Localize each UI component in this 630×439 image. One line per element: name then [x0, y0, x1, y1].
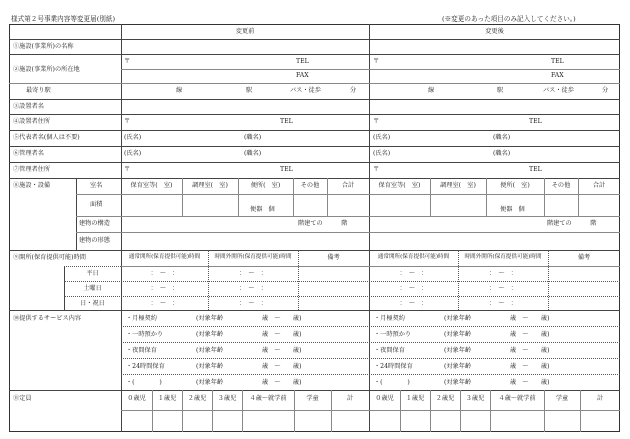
name-label: (氏名) — [124, 134, 142, 141]
regular-hours-header: 通常開所(保育提供可能)時間 — [128, 254, 201, 260]
equipment-form-label: 建物の形態 — [79, 237, 110, 244]
childcare-room-header: 保育室等( 室) — [130, 182, 173, 189]
label-nearest-station: 最寄り駅 — [26, 87, 51, 94]
tel-label: TEL — [280, 166, 293, 173]
service-name: ・( ) — [374, 379, 410, 386]
service-range: 歳 〜 歳) — [510, 363, 550, 370]
capacity-age4plus: ４歳〜就学前 — [498, 395, 536, 402]
postal-mark: 〒 — [373, 58, 380, 65]
minutes-label: 分 — [350, 87, 357, 94]
tel-label: TEL — [529, 118, 542, 125]
tel-label: TEL — [296, 58, 309, 65]
service-range: 歳 〜 歳) — [510, 379, 550, 386]
form-table — [9, 24, 620, 432]
title-label: (職名) — [244, 134, 262, 141]
service-name: ・24時間保育 — [126, 363, 165, 370]
postal-mark: 〒 — [373, 118, 380, 125]
capacity-age1: １歳児 — [157, 395, 177, 402]
time-slot: ： 〜 ： — [150, 270, 179, 277]
time-slot: ： 〜 ： — [489, 285, 517, 292]
label-facility-name: ①施設(事業所)の名称 — [13, 43, 74, 50]
name-label: (氏名) — [124, 150, 142, 157]
service-age: (対象年齢 — [196, 331, 224, 338]
kitchen-header: 調理室( 室) — [192, 182, 228, 189]
service-age: (対象年齢 — [196, 315, 224, 322]
time-slot: ： 〜 ： — [239, 300, 267, 307]
label-capacity: ⑪定員 — [13, 395, 32, 402]
time-slot: ： 〜 ： — [239, 285, 267, 292]
service-age: (対象年齢 — [196, 363, 224, 370]
capacity-age3: ３歳児 — [465, 395, 485, 402]
column-header-after: 変更後 — [485, 28, 504, 35]
service-age: (対象年齢 — [444, 379, 472, 386]
capacity-total: 計 — [346, 395, 354, 402]
label-manager-address: ⑦管理者住所 — [13, 166, 51, 173]
time-slot: ： 〜 ： — [489, 270, 517, 277]
label-founder-address: ④設置者住所 — [13, 118, 51, 125]
service-name: ・一時預かり — [374, 331, 412, 338]
tel-label: TEL — [551, 58, 564, 65]
capacity-age0: ０歳児 — [127, 395, 146, 402]
floors-label: 階建ての 階 — [298, 220, 348, 227]
holiday-label: 日・祝日 — [80, 300, 105, 307]
service-age: (対象年齢 — [196, 379, 224, 386]
childcare-room-header: 保育室等( 室) — [378, 182, 421, 189]
capacity-school: 学童 — [555, 395, 569, 402]
title-label: (職名) — [493, 150, 511, 157]
column-header-before: 変更前 — [235, 28, 255, 35]
label-founder-name: ③設置者名 — [13, 103, 44, 110]
capacity-total: 計 — [596, 395, 604, 402]
tel-label: TEL — [280, 118, 293, 125]
postal-mark: 〒 — [124, 166, 131, 173]
bus-walk-label: バス・徒歩 — [543, 87, 574, 94]
capacity-age4plus: ４歳〜就学前 — [249, 395, 287, 402]
fax-label: FAX — [551, 72, 564, 79]
capacity-age2: ２歳児 — [187, 395, 207, 402]
toilet-header: 便所( 室) — [250, 182, 281, 189]
form-note: (※変更のあった項目のみ記入してください。) — [442, 15, 576, 23]
postal-mark: 〒 — [124, 58, 131, 65]
service-range: 歳 〜 歳) — [510, 315, 550, 322]
label-facility-equipment: ⑧施設・設備 — [13, 182, 51, 189]
service-name: ・一時預かり — [126, 331, 164, 338]
extended-hours-header: 時間外開所(保育提供可能)時間 — [464, 254, 542, 260]
station-line-label: 線 — [428, 87, 435, 94]
title-label: (職名) — [244, 150, 262, 157]
label-facility-address: ②施設(事業所)の所在地 — [13, 66, 80, 73]
minutes-label: 分 — [602, 87, 609, 94]
fax-label: FAX — [296, 72, 309, 79]
toilet-count: 便器 個 — [500, 206, 525, 213]
saturday-label: 土曜日 — [83, 285, 102, 292]
equipment-area-label: 面積 — [90, 201, 103, 208]
remarks-header: 備考 — [577, 254, 591, 261]
weekday-label: 平日 — [86, 270, 99, 277]
label-hours: ⑨開所(保育提供可能)時間 — [13, 254, 86, 261]
label-services: ⑩提供するサービス内容 — [13, 315, 82, 322]
form-title: 様式第２号事業内容等変更届(別紙) — [11, 15, 116, 23]
equipment-room-label: 室名 — [90, 182, 103, 189]
floors-label: 階建ての 階 — [547, 220, 597, 227]
service-name: ・月極契約 — [126, 315, 157, 322]
service-range: 歳 〜 歳) — [262, 315, 302, 322]
time-slot: ： 〜 ： — [150, 285, 179, 292]
kitchen-header: 調理室( 室) — [440, 182, 476, 189]
time-slot: ： 〜 ： — [399, 270, 428, 277]
equipment-structure-label: 建物の構造 — [79, 220, 110, 227]
station-label: 駅 — [246, 87, 253, 94]
other-header: その他 — [551, 182, 571, 189]
other-header: その他 — [300, 182, 320, 189]
time-slot: ： 〜 ： — [239, 270, 267, 277]
title-label: (職名) — [493, 134, 511, 141]
name-label: (氏名) — [373, 134, 391, 141]
station-label: 駅 — [497, 87, 504, 94]
postal-mark: 〒 — [124, 118, 131, 125]
service-name: ・月極契約 — [374, 315, 405, 322]
service-age: (対象年齢 — [444, 331, 472, 338]
service-range: 歳 〜 歳) — [262, 331, 302, 338]
regular-hours-header: 通常開所(保育提供可能)時間 — [377, 254, 450, 260]
service-name: ・24時間保育 — [374, 363, 413, 370]
service-range: 歳 〜 歳) — [262, 379, 302, 386]
postal-mark: 〒 — [373, 166, 380, 173]
time-slot: ： 〜 ： — [399, 300, 428, 307]
station-line-label: 線 — [176, 87, 183, 94]
capacity-age0: ０歳児 — [375, 395, 394, 402]
capacity-age2: ２歳児 — [435, 395, 455, 402]
capacity-age3: ３歳児 — [217, 395, 237, 402]
label-representative: ⑤代表者名(個人は不要) — [13, 134, 80, 141]
time-slot: ： 〜 ： — [399, 285, 428, 292]
service-name: ・夜間保育 — [126, 347, 157, 354]
capacity-school: 学童 — [306, 395, 319, 402]
service-age: (対象年齢 — [444, 363, 472, 370]
service-range: 歳 〜 歳) — [510, 347, 550, 354]
extended-hours-header: 時間外開所(保育提供可能)時間 — [214, 254, 292, 260]
service-range: 歳 〜 歳) — [510, 331, 550, 338]
toilet-header: 便所( 室) — [500, 182, 530, 189]
service-age: (対象年齢 — [444, 347, 472, 354]
capacity-age1: １歳児 — [405, 395, 425, 402]
total-header: 合計 — [341, 182, 355, 189]
service-range: 歳 〜 歳) — [262, 363, 302, 370]
remarks-header: 備考 — [327, 254, 340, 261]
tel-label: TEL — [529, 166, 542, 173]
bus-walk-label: バス・徒歩 — [290, 87, 321, 94]
service-age: (対象年齢 — [196, 347, 224, 354]
service-name: ・夜間保育 — [374, 347, 405, 354]
name-label: (氏名) — [373, 150, 391, 157]
toilet-count: 便器 個 — [250, 206, 275, 213]
service-range: 歳 〜 歳) — [262, 347, 302, 354]
total-header: 合計 — [592, 182, 606, 189]
service-age: (対象年齢 — [444, 315, 472, 322]
time-slot: ： 〜 ： — [150, 300, 179, 307]
time-slot: ： 〜 ： — [489, 300, 517, 307]
label-manager-name: ⑥管理者名 — [13, 150, 44, 157]
service-name: ・( ) — [126, 379, 162, 386]
